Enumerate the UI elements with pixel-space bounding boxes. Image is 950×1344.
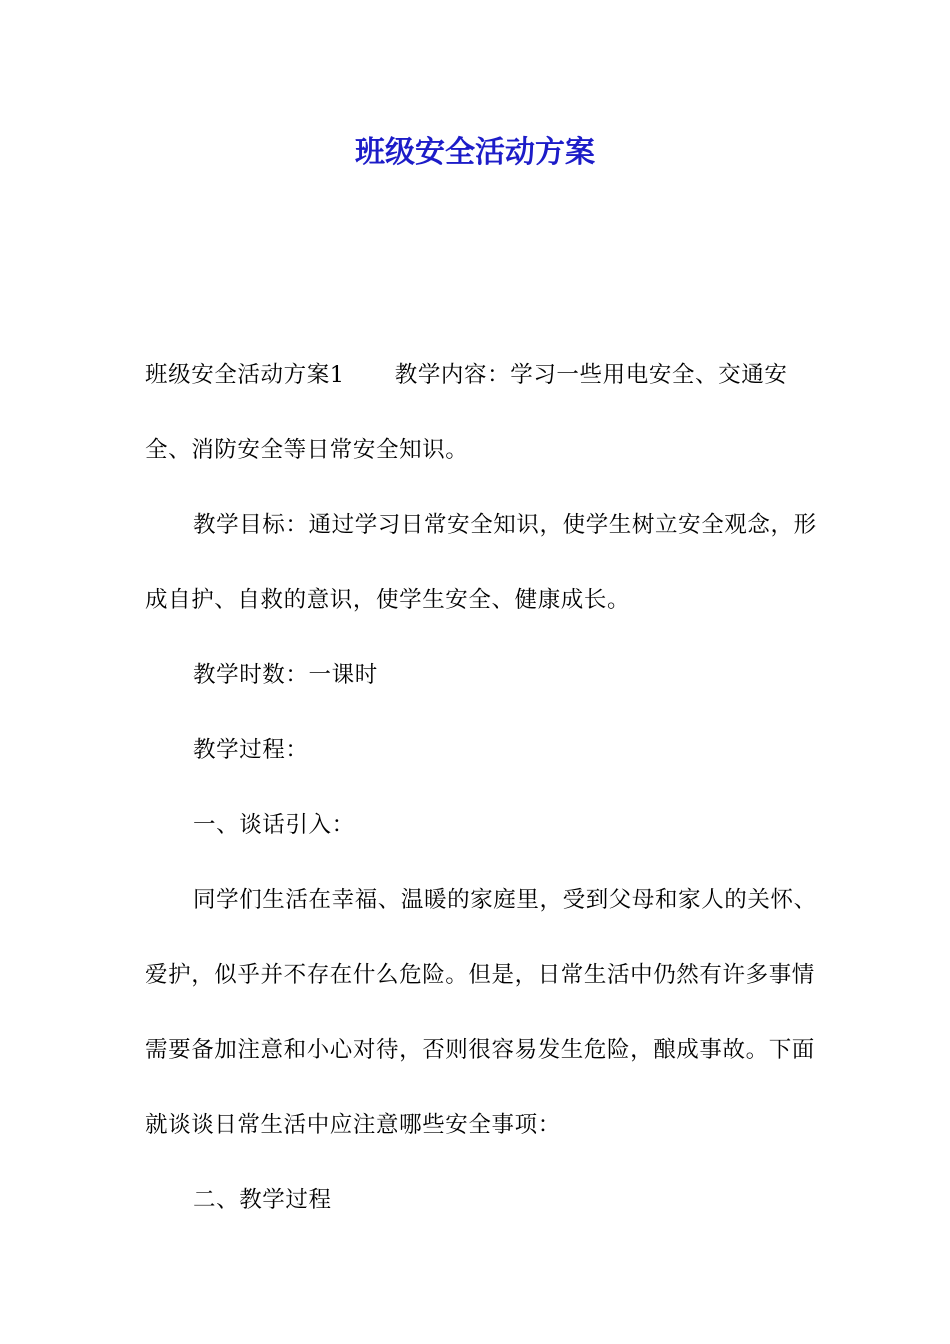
paragraph-class-hours: 教学时数：一课时 (193, 662, 378, 688)
document-title: 班级安全活动方案 (355, 135, 595, 170)
paragraph-teaching-goal: 教学目标：通过学习日常安全知识，使学生树立安全观念，形成自护、自救的意识，使学生安全、健康成长。 (145, 512, 817, 613)
plan-heading: 班级安全活动方案1 (145, 362, 345, 388)
section-heading-process: 二、教学过程 (193, 1187, 332, 1213)
paragraph-text: 教学内容：学习一些用电安全、交通安全、消防安全等日常安全知识。 (145, 362, 788, 463)
paragraph-intro-talk: 同学们生活在幸福、温暖的家庭里，受到父母和家人的关怀、爱护，似乎并不存在什么危险。但是，日常生活中仍然有许多事情需要备加注意和小心对待，否则很容易发生危险，酿成事故。下面就谈谈日常生活中应注意哪些安全事项： (145, 887, 817, 1138)
paragraph-teaching-content (145, 338, 825, 488)
section-heading-intro: 一、谈话引入： (193, 812, 355, 838)
paragraph-process-heading: 教学过程： (193, 737, 309, 763)
document-body (145, 338, 825, 1238)
